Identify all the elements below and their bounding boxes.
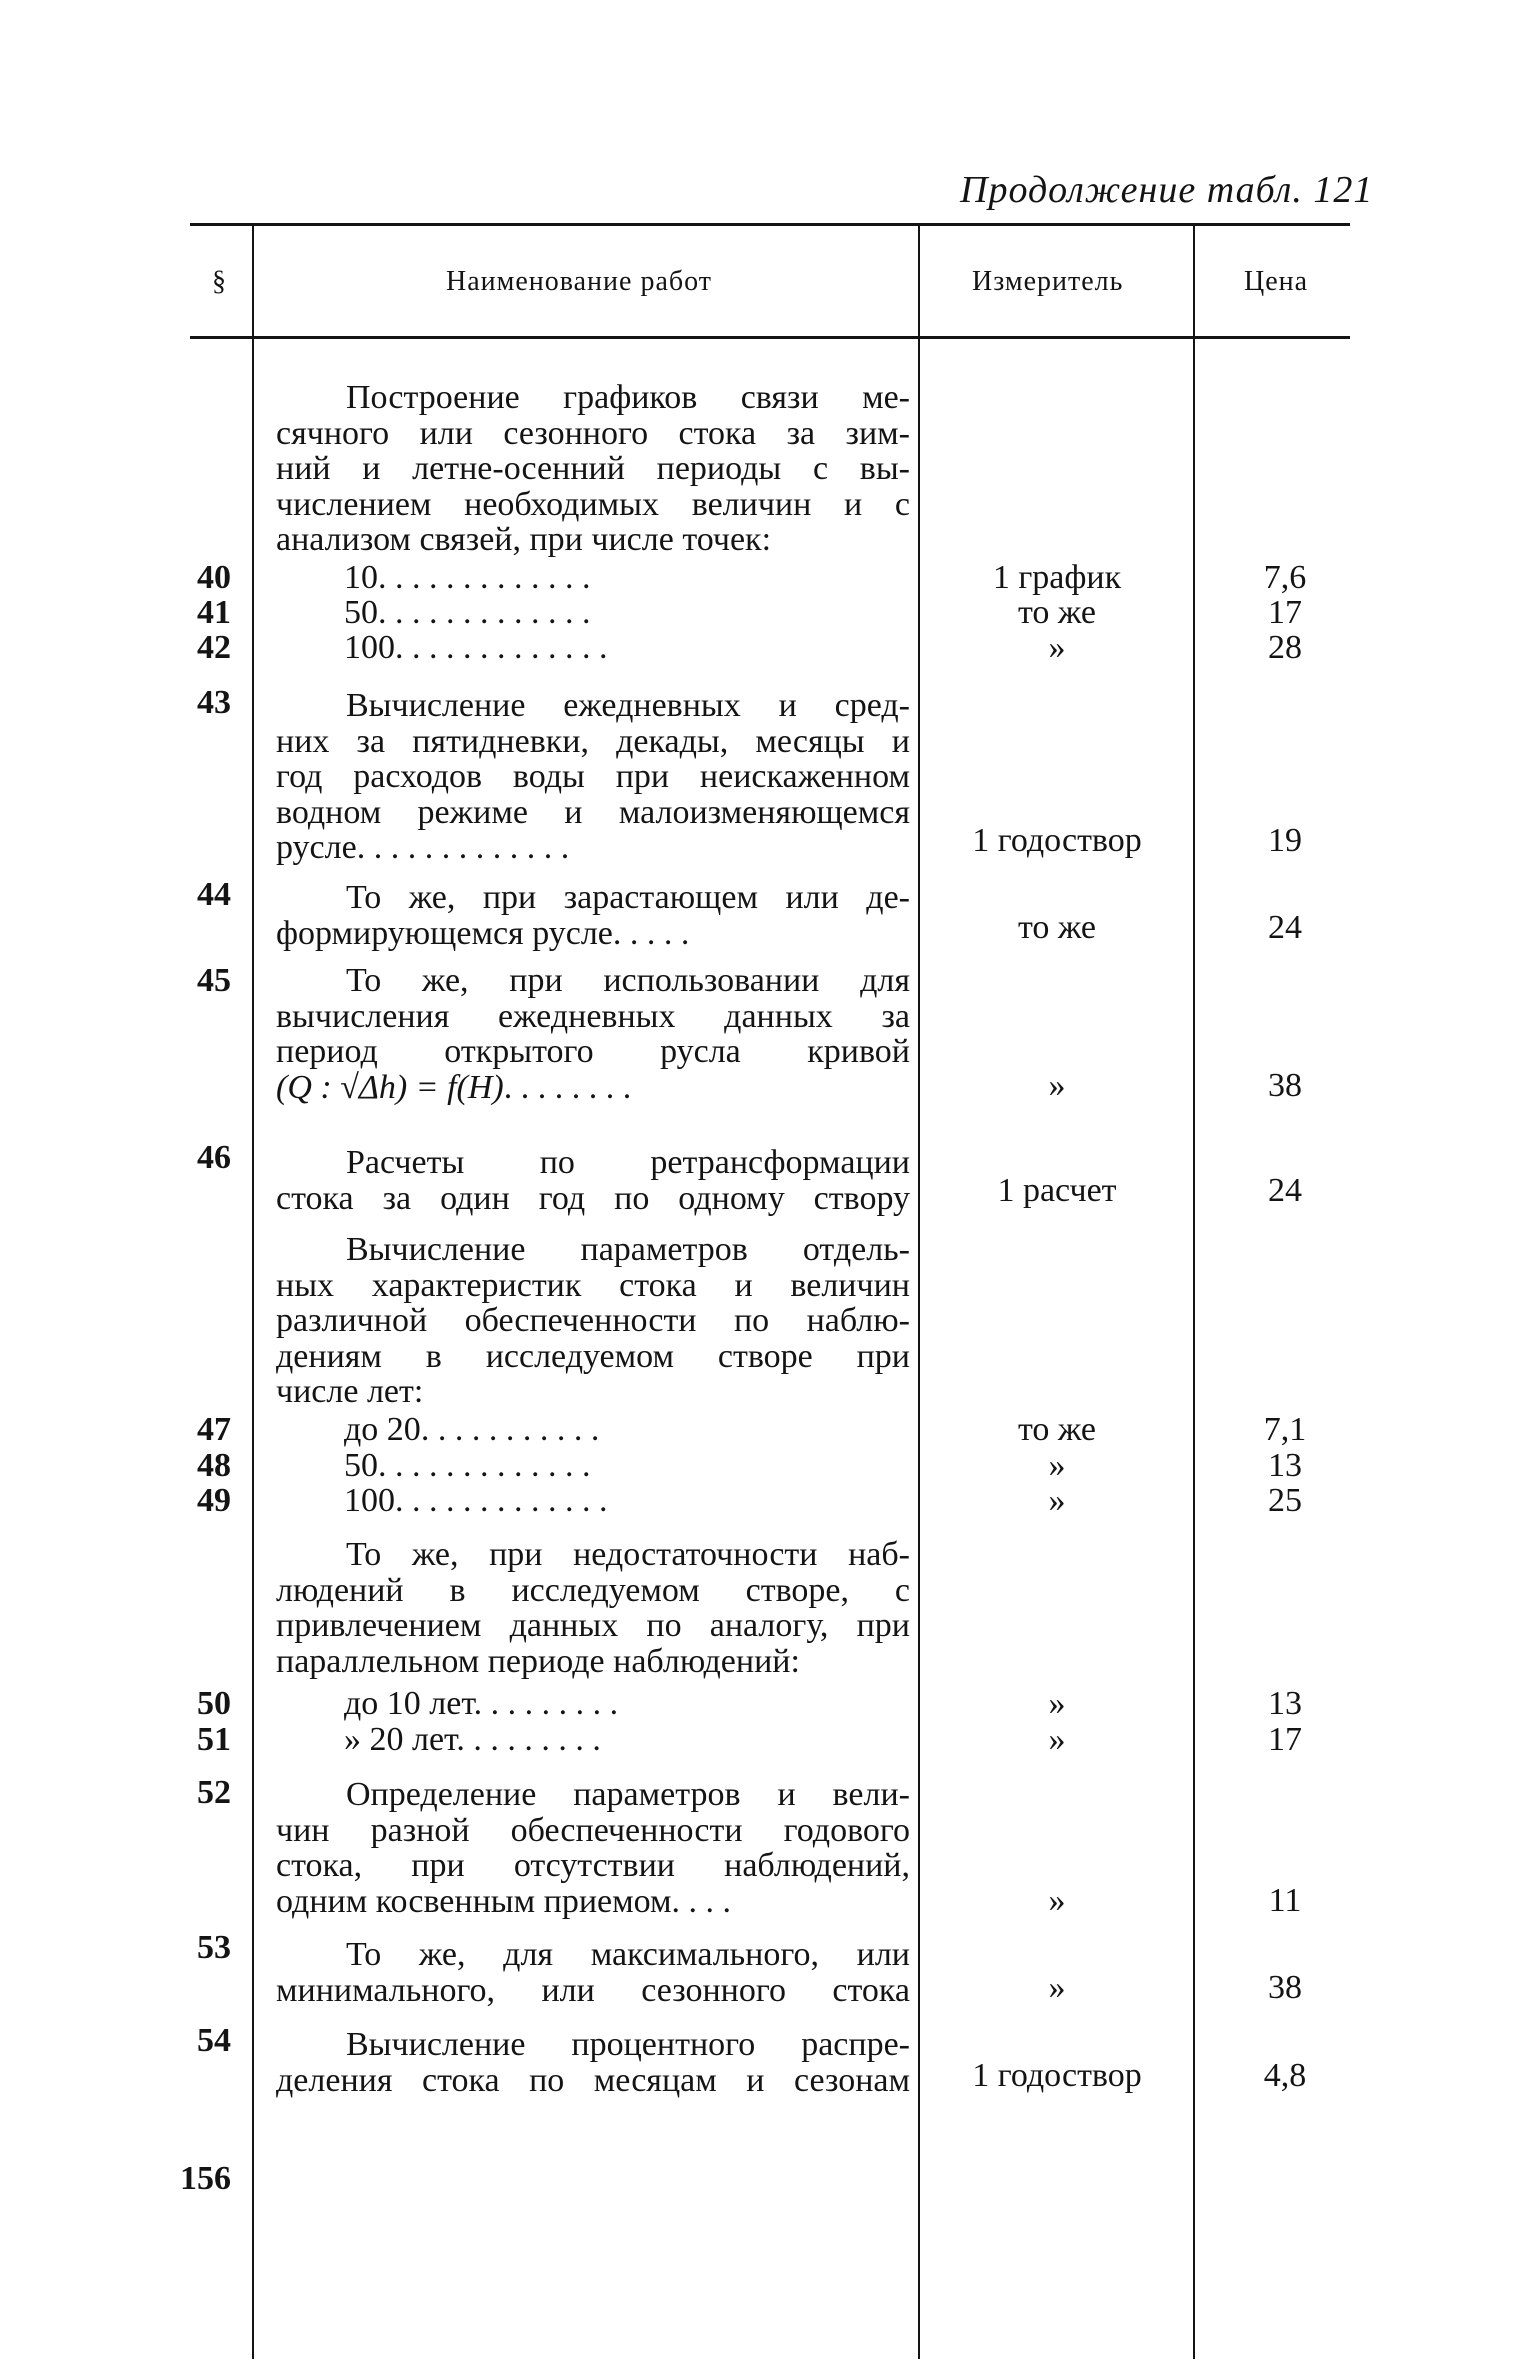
row-description: То же, при зарастающем или де- формирующемся русле. . . . . (276, 879, 910, 952)
row-label: 10. . . . . . . . . . . . . (344, 559, 591, 596)
row-price: 38 (1268, 1969, 1302, 2006)
row-unit: » (1048, 1067, 1066, 1104)
row-description: То же, для максимального, или минимального, или сезонного стока (276, 1936, 910, 2009)
table-top-rule (190, 223, 1350, 226)
row-unit: 1 график (992, 559, 1122, 596)
row-label: 100. . . . . . . . . . . . . (344, 1482, 608, 1519)
row-price: 24 (1268, 909, 1302, 946)
row-unit: то же (1017, 909, 1097, 946)
page-number: 156 (180, 2160, 231, 2197)
row-number: 46 (197, 1139, 231, 1176)
header-price: Цена (1244, 266, 1309, 297)
row-label: до 20. . . . . . . . . . . (344, 1411, 600, 1448)
row-number: 50 (197, 1685, 231, 1722)
row-price: 17 (1268, 1721, 1302, 1758)
row-number: 51 (197, 1721, 231, 1758)
header-unit: Измеритель (972, 266, 1124, 297)
row-unit: » (1048, 1882, 1066, 1919)
row-number: 48 (197, 1447, 231, 1484)
row-unit: » (1048, 1721, 1066, 1758)
row-number: 40 (197, 559, 231, 596)
row-price: 4,8 (1263, 2057, 1307, 2094)
row-unit: 1 расчет (997, 1172, 1117, 1209)
row-number: 53 (197, 1929, 231, 1966)
row-number: 52 (197, 1774, 231, 1811)
row-unit: то же (1017, 1411, 1097, 1448)
row-price: 19 (1268, 822, 1302, 859)
table-continuation-caption: Продолжение табл. 121 (960, 169, 1374, 211)
row-label: до 10 лет. . . . . . . . . (344, 1685, 619, 1722)
header-name: Наименование работ (446, 266, 712, 297)
row-price: 38 (1268, 1067, 1302, 1104)
header-bottom-rule (190, 336, 1350, 339)
row-price: 11 (1268, 1882, 1302, 1919)
row-number: 45 (197, 962, 231, 999)
row-price: 24 (1268, 1172, 1302, 1209)
column-divider-2 (918, 224, 920, 2359)
row-price: 13 (1268, 1447, 1302, 1484)
row-number: 47 (197, 1411, 231, 1448)
header-section: § (212, 266, 227, 297)
intro-graphs: Построение графиков связи ме- сячного или сезонного стока за зим- ний и летне-осенний периоды с вы- числением необходимых величин и с анализом связей, при числе точек: (276, 379, 910, 558)
row-unit: » (1048, 629, 1066, 666)
intro-analog: То же, при недостаточности наб- людений в исследуемом створе, с привлечением данных по аналогу, при параллельном периоде наблюдений: (276, 1536, 910, 1680)
row-price: 25 (1268, 1482, 1302, 1519)
row-unit: 1 годоствор (972, 2057, 1142, 2094)
row-price: 7,6 (1263, 559, 1307, 596)
row-number: 44 (197, 876, 231, 913)
column-divider-1 (252, 224, 254, 2359)
row-label: 100. . . . . . . . . . . . . (344, 629, 608, 666)
row-price: 17 (1268, 594, 1302, 631)
row-number: 49 (197, 1482, 231, 1519)
column-divider-3 (1193, 224, 1195, 2359)
row-label: 50. . . . . . . . . . . . . (344, 594, 591, 631)
row-unit: 1 годоствор (972, 822, 1142, 859)
row-label: » 20 лет. . . . . . . . . (344, 1721, 601, 1758)
intro-parameters: Вычисление параметров отдель- ных характеристик стока и величин различной обеспеченности по наблю- дениям в исследуемом створе при числе лет: (276, 1231, 910, 1410)
row-unit: » (1048, 1482, 1066, 1519)
row-description: Определение параметров и вели- чин разной обеспеченности годового стока, при отсутствии наблюдений, одним косвенным приемом. . . . (276, 1776, 910, 1920)
row-label: 50. . . . . . . . . . . . . (344, 1447, 591, 1484)
row-number: 41 (197, 594, 231, 631)
row-description: Расчеты по ретрансформации стока за один год по одному створу (276, 1144, 910, 1217)
row-number: 54 (197, 2022, 231, 2059)
row-unit: то же (1017, 594, 1097, 631)
row-description: Вычисление ежедневных и сред- них за пятидневки, декады, месяцы и год расходов воды при неискаженном водном режиме и малоизменяющемся русле. . . . . . . . . . . . . (276, 687, 910, 866)
row-number: 42 (197, 629, 231, 666)
row-unit: » (1048, 1685, 1066, 1722)
row-description: То же, при использовании для вычисления ежедневных данных за период открытого русла кривой (Q : √Δh) = f(H). . . . . . . . (276, 962, 910, 1106)
row-description: Вычисление процентного распре- деления стока по месяцам и сезонам (276, 2026, 910, 2099)
row-unit: » (1048, 1447, 1066, 1484)
row-number: 43 (197, 684, 231, 721)
row-price: 28 (1268, 629, 1302, 666)
row-price: 13 (1268, 1685, 1302, 1722)
row-price: 7,1 (1263, 1411, 1307, 1448)
row-unit: » (1048, 1969, 1066, 2006)
